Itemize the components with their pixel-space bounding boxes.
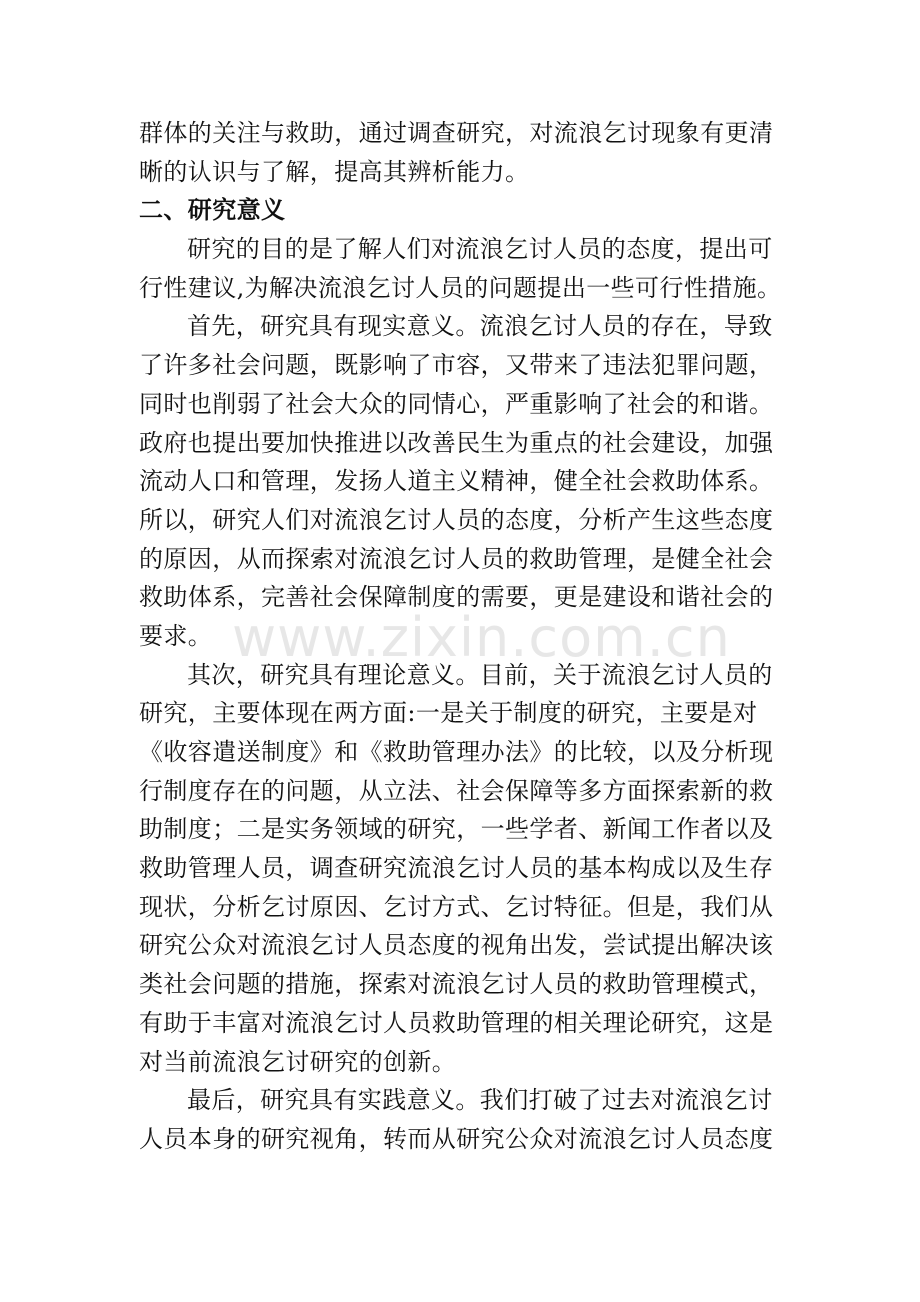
text-line: 研究的目的是了解人们对流浪乞讨人员的态度，提出可 <box>187 235 773 264</box>
text-line: 群体的关注与救助，通过调查研究，对流浪乞讨现象有更清 <box>139 119 774 147</box>
text-line: 流动人口和管理，发扬人道主义精神，健全社会救助体系。 <box>139 467 774 496</box>
text-line: 行性建议,为解决流浪乞讨人员的问题提出一些可行性措施。 <box>139 273 782 302</box>
text-line: 政府也提出要加快推进以改善民生为重点的社会建设，加强 <box>139 428 774 457</box>
text-line: 有助于丰富对流浪乞讨人员救助管理的相关理论研究，这是 <box>139 1008 774 1037</box>
text-line: 研究，主要体现在两方面:一是关于制度的研究，主要是对 <box>139 699 758 728</box>
text-line: 救助体系，完善社会保障制度的需要，更是建设和谐社会的 <box>139 583 774 612</box>
section-heading: 二、研究意义 <box>139 195 286 225</box>
text-line: 助制度；二是实务领域的研究，一些学者、新闻工作者以及 <box>139 815 774 844</box>
text-line: 救助管理人员，调查研究流浪乞讨人员的基本构成以及生存 <box>139 854 774 883</box>
text-line: 同时也削弱了社会大众的同情心，严重影响了社会的和谐。 <box>139 389 774 418</box>
text-line: 所以，研究人们对流浪乞讨人员的态度，分析产生这些态度 <box>139 505 774 534</box>
text-line: 最后，研究具有实践意义。我们打破了过去对流浪乞讨 <box>187 1086 773 1115</box>
text-line: 要求。 <box>139 621 213 650</box>
watermark: www.zixin.com.cn <box>232 606 731 669</box>
text-line: 研究公众对流浪乞讨人员态度的视角出发，尝试提出解决该 <box>139 931 774 960</box>
text-line: 首先，研究具有现实意义。流浪乞讨人员的存在，导致 <box>187 312 773 341</box>
text-line: 的原因，从而探索对流浪乞讨人员的救助管理，是健全社会 <box>139 544 774 573</box>
text-line: 对当前流浪乞讨研究的创新。 <box>139 1047 457 1076</box>
text-line: 《收容遣送制度》和《救助管理办法》的比较，以及分析现 <box>139 738 774 766</box>
text-line: 晰的认识与了解，提高其辨析能力。 <box>139 157 530 186</box>
text-line: 类社会问题的措施，探索对流浪乞讨人员的救助管理模式， <box>139 970 774 999</box>
text-line: 其次，研究具有理论意义。目前，关于流浪乞讨人员的 <box>187 660 773 689</box>
text-line: 行制度存在的问题，从立法、社会保障等多方面探索新的救 <box>139 776 774 805</box>
text-line: 人员本身的研究视角，转而从研究公众对流浪乞讨人员态度 <box>139 1124 774 1153</box>
text-line: 了许多社会问题，既影响了市容，又带来了违法犯罪问题， <box>139 351 774 380</box>
text-line: 现状，分析乞讨原因、乞讨方式、乞讨特征。但是，我们从 <box>139 892 774 921</box>
